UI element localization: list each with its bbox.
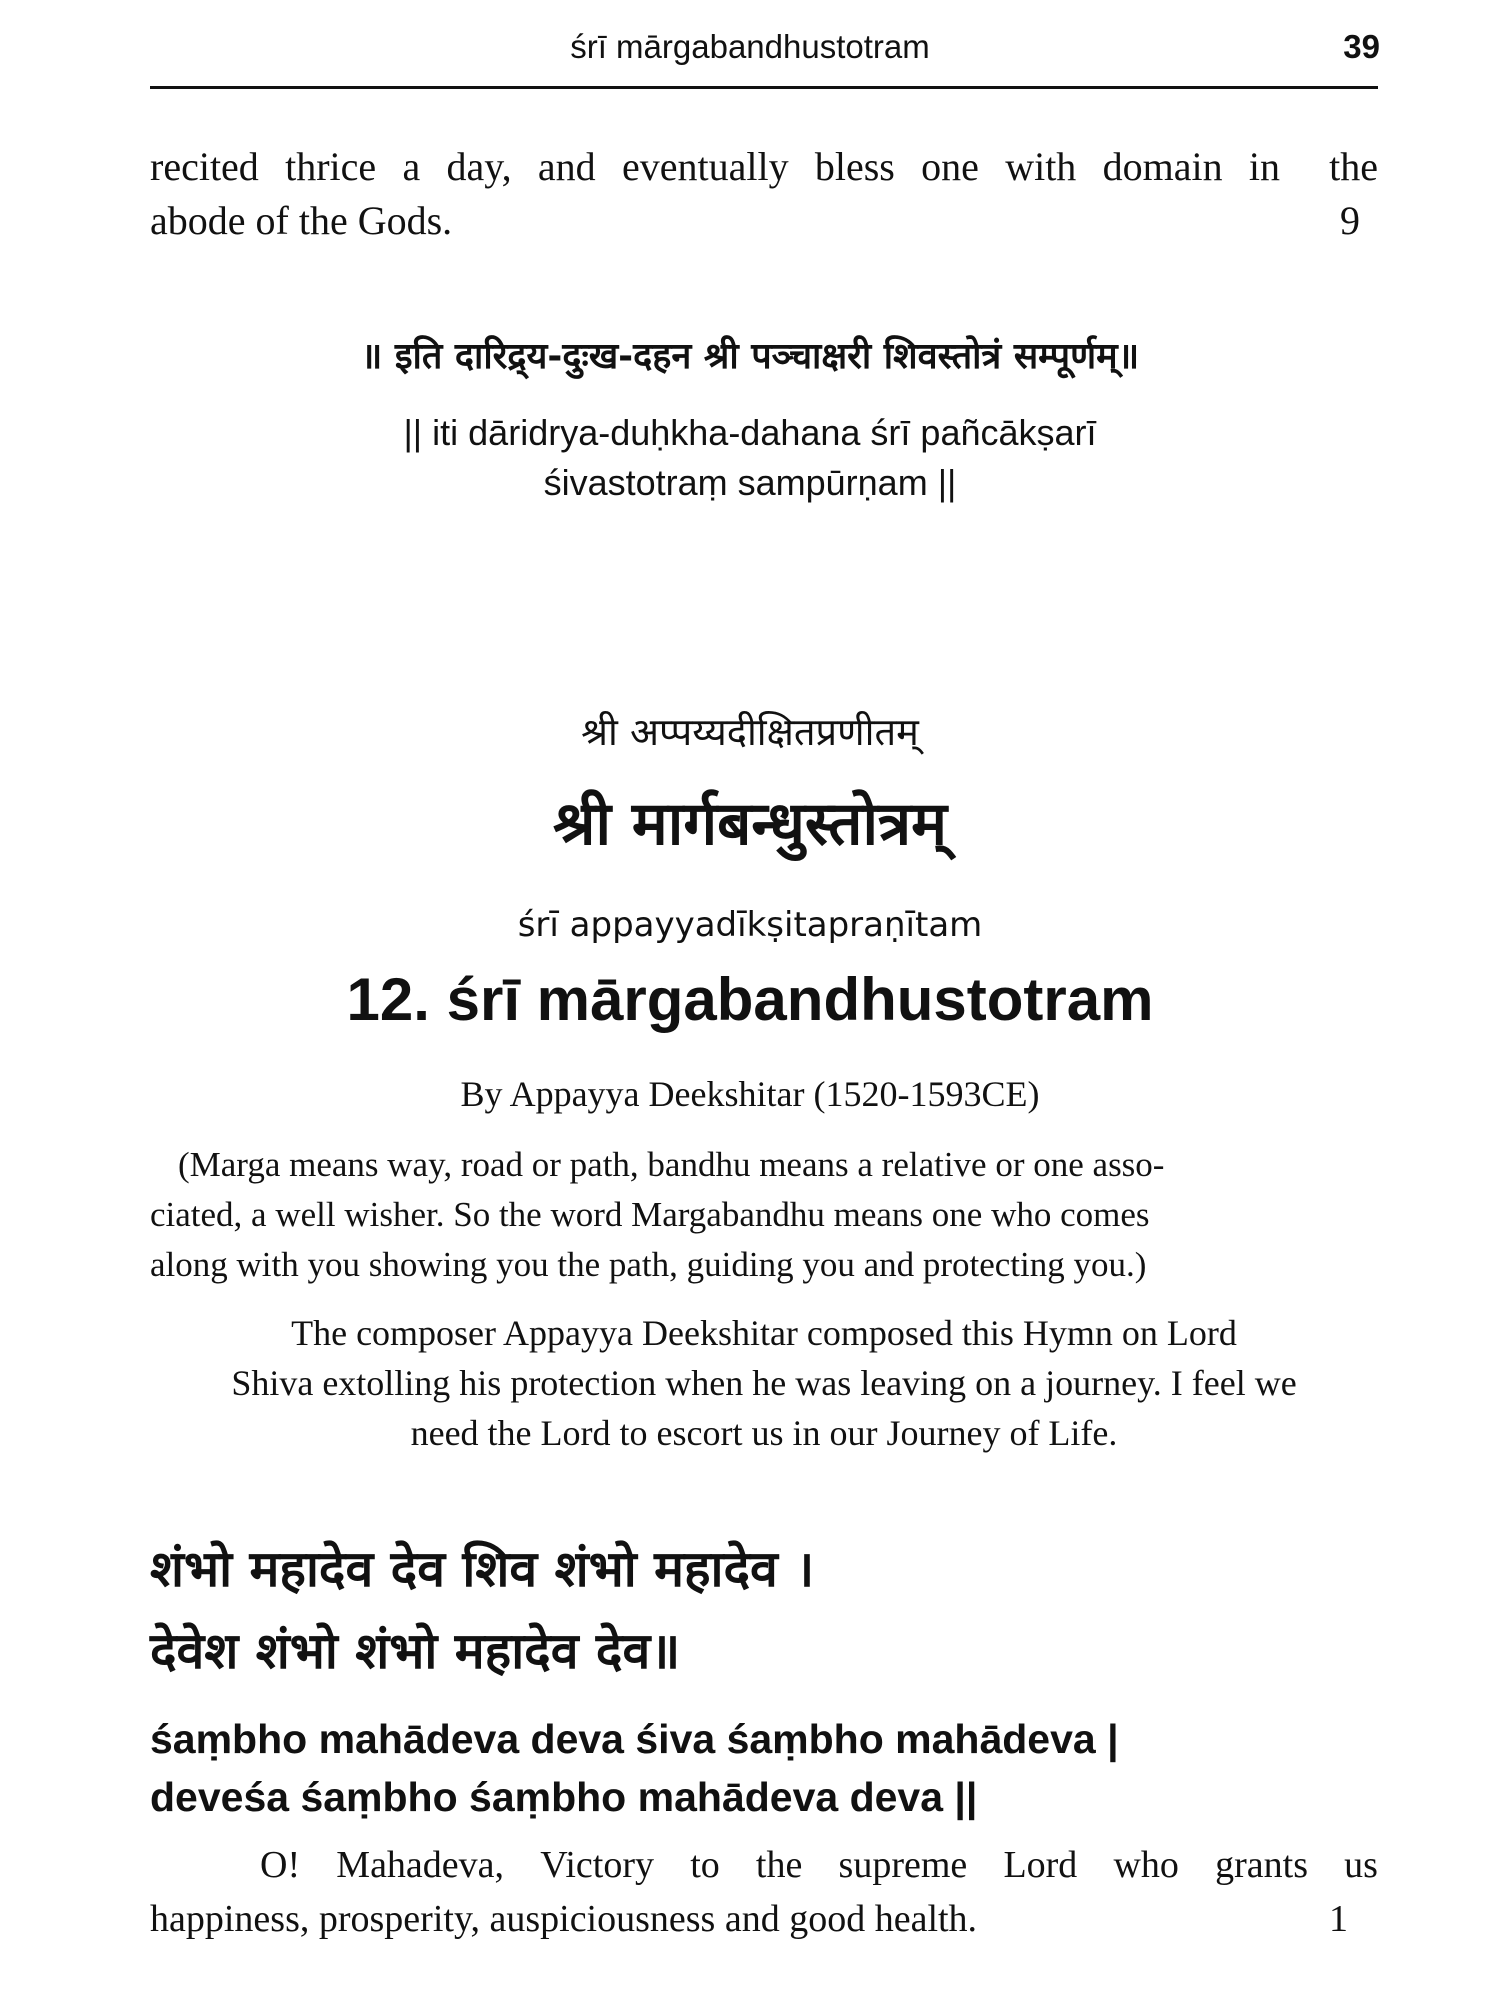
previous-verse-number: 9 <box>1340 198 1360 243</box>
author-transliteration: śrī appayyadīkṣitapraṇītam <box>517 905 983 945</box>
word: one <box>921 144 979 189</box>
colophon-transliteration <box>0 408 1500 508</box>
word: who <box>1113 1844 1179 1886</box>
running-header-title: śrī mārgabandhustotram <box>570 28 930 65</box>
verse-1-translation-line-2-text: happiness, prosperity, auspiciousness and good health. <box>150 1898 978 1940</box>
word: O! <box>260 1844 301 1886</box>
paragraph-line-1 <box>150 140 1378 194</box>
hymn-byline: By Appayya Deekshitar (1520-1593CE) <box>460 1074 1040 1114</box>
verse-1-translation-line-2 <box>150 1892 1378 1946</box>
verse-1-translit-line-2: deveśa śaṃbho śaṃbho mahādeva deva || <box>150 1774 978 1820</box>
word: thrice <box>285 144 377 189</box>
word: a <box>402 144 421 189</box>
hymn-title-devanagari: श्री मार्गबन्धुस्तोत्रम् <box>553 789 947 859</box>
hymn-title: 12. śrī mārgabandhustotram <box>346 966 1154 1033</box>
verse-1-devanagari <box>150 1528 1400 1692</box>
word: in <box>1248 144 1280 189</box>
word: day, <box>446 144 512 189</box>
verse-1-transliteration <box>150 1710 1400 1826</box>
paragraph-line-2 <box>150 194 1378 248</box>
page-number: 39 <box>1343 28 1380 65</box>
word: bless <box>814 144 895 189</box>
verse-1-devanagari-line-1: शंभो महादेव देव शिव शंभो महादेव । <box>150 1540 815 1598</box>
verse-1-translit-line-1: śaṃbho mahādeva deva śiva śaṃbho mahādeva | <box>150 1716 1119 1762</box>
word: Lord <box>1003 1844 1078 1886</box>
word: supreme <box>838 1844 968 1886</box>
word: with <box>1005 144 1077 189</box>
meaning-note-line: along with you showing you the path, guiding you and protecting you.) <box>150 1245 1147 1284</box>
paragraph-line-1-words <box>150 140 1280 194</box>
previous-hymn-paragraph <box>150 140 1378 248</box>
composer-note-line: The composer Appayya Deekshitar composed this Hymn on Lord <box>291 1313 1237 1353</box>
word: grants <box>1215 1844 1308 1886</box>
colophon-translit-line-1: || iti dāridrya-duḥkha-dahana śrī pañcākṣarī <box>403 412 1097 453</box>
meaning-note-line: (Marga means way, road or path, bandhu means a relative or one asso- <box>178 1145 1165 1184</box>
composer-note-line: Shiva extolling his protection when he was leaving on a journey. I feel we <box>231 1363 1297 1403</box>
word: domain <box>1102 144 1223 189</box>
word: us <box>1344 1844 1378 1886</box>
meaning-note-line: ciated, a well wisher. So the word Margabandhu means one who comes <box>150 1195 1150 1234</box>
colophon-translit-line-2: śivastotraṃ sampūrṇam || <box>543 462 957 503</box>
word: the <box>755 1844 803 1886</box>
colophon-devanagari: ॥ इति दारिद्र्य-दुःख-दहन श्री पञ्चाक्षरी शिवस्तोत्रं सम्पूर्णम्॥ <box>360 336 1140 377</box>
verse-number: 1 <box>1329 1898 1348 1940</box>
author-devanagari: श्री अप्पय्यदीक्षितप्रणीतम् <box>581 710 919 754</box>
paragraph-line-2-text: abode of the Gods. <box>150 198 453 243</box>
verse-1-devanagari-line-2: देवेश शंभो शंभो महादेव देव॥ <box>150 1622 681 1680</box>
verse-1-translation-line-1 <box>150 1838 1378 1892</box>
word: to <box>690 1844 720 1886</box>
verse-1-translation <box>150 1838 1378 1946</box>
word: and <box>537 144 596 189</box>
meaning-note <box>150 1140 1378 1290</box>
paragraph-line-1-end: the <box>1329 144 1378 189</box>
composer-note-line: need the Lord to escort us in our Journey of Life. <box>410 1413 1118 1453</box>
word: Mahadeva, <box>336 1844 505 1886</box>
word: Victory <box>540 1844 655 1886</box>
word: recited <box>150 144 259 189</box>
word: eventually <box>621 144 789 189</box>
header-rule <box>150 86 1378 89</box>
composer-note <box>150 1308 1378 1458</box>
